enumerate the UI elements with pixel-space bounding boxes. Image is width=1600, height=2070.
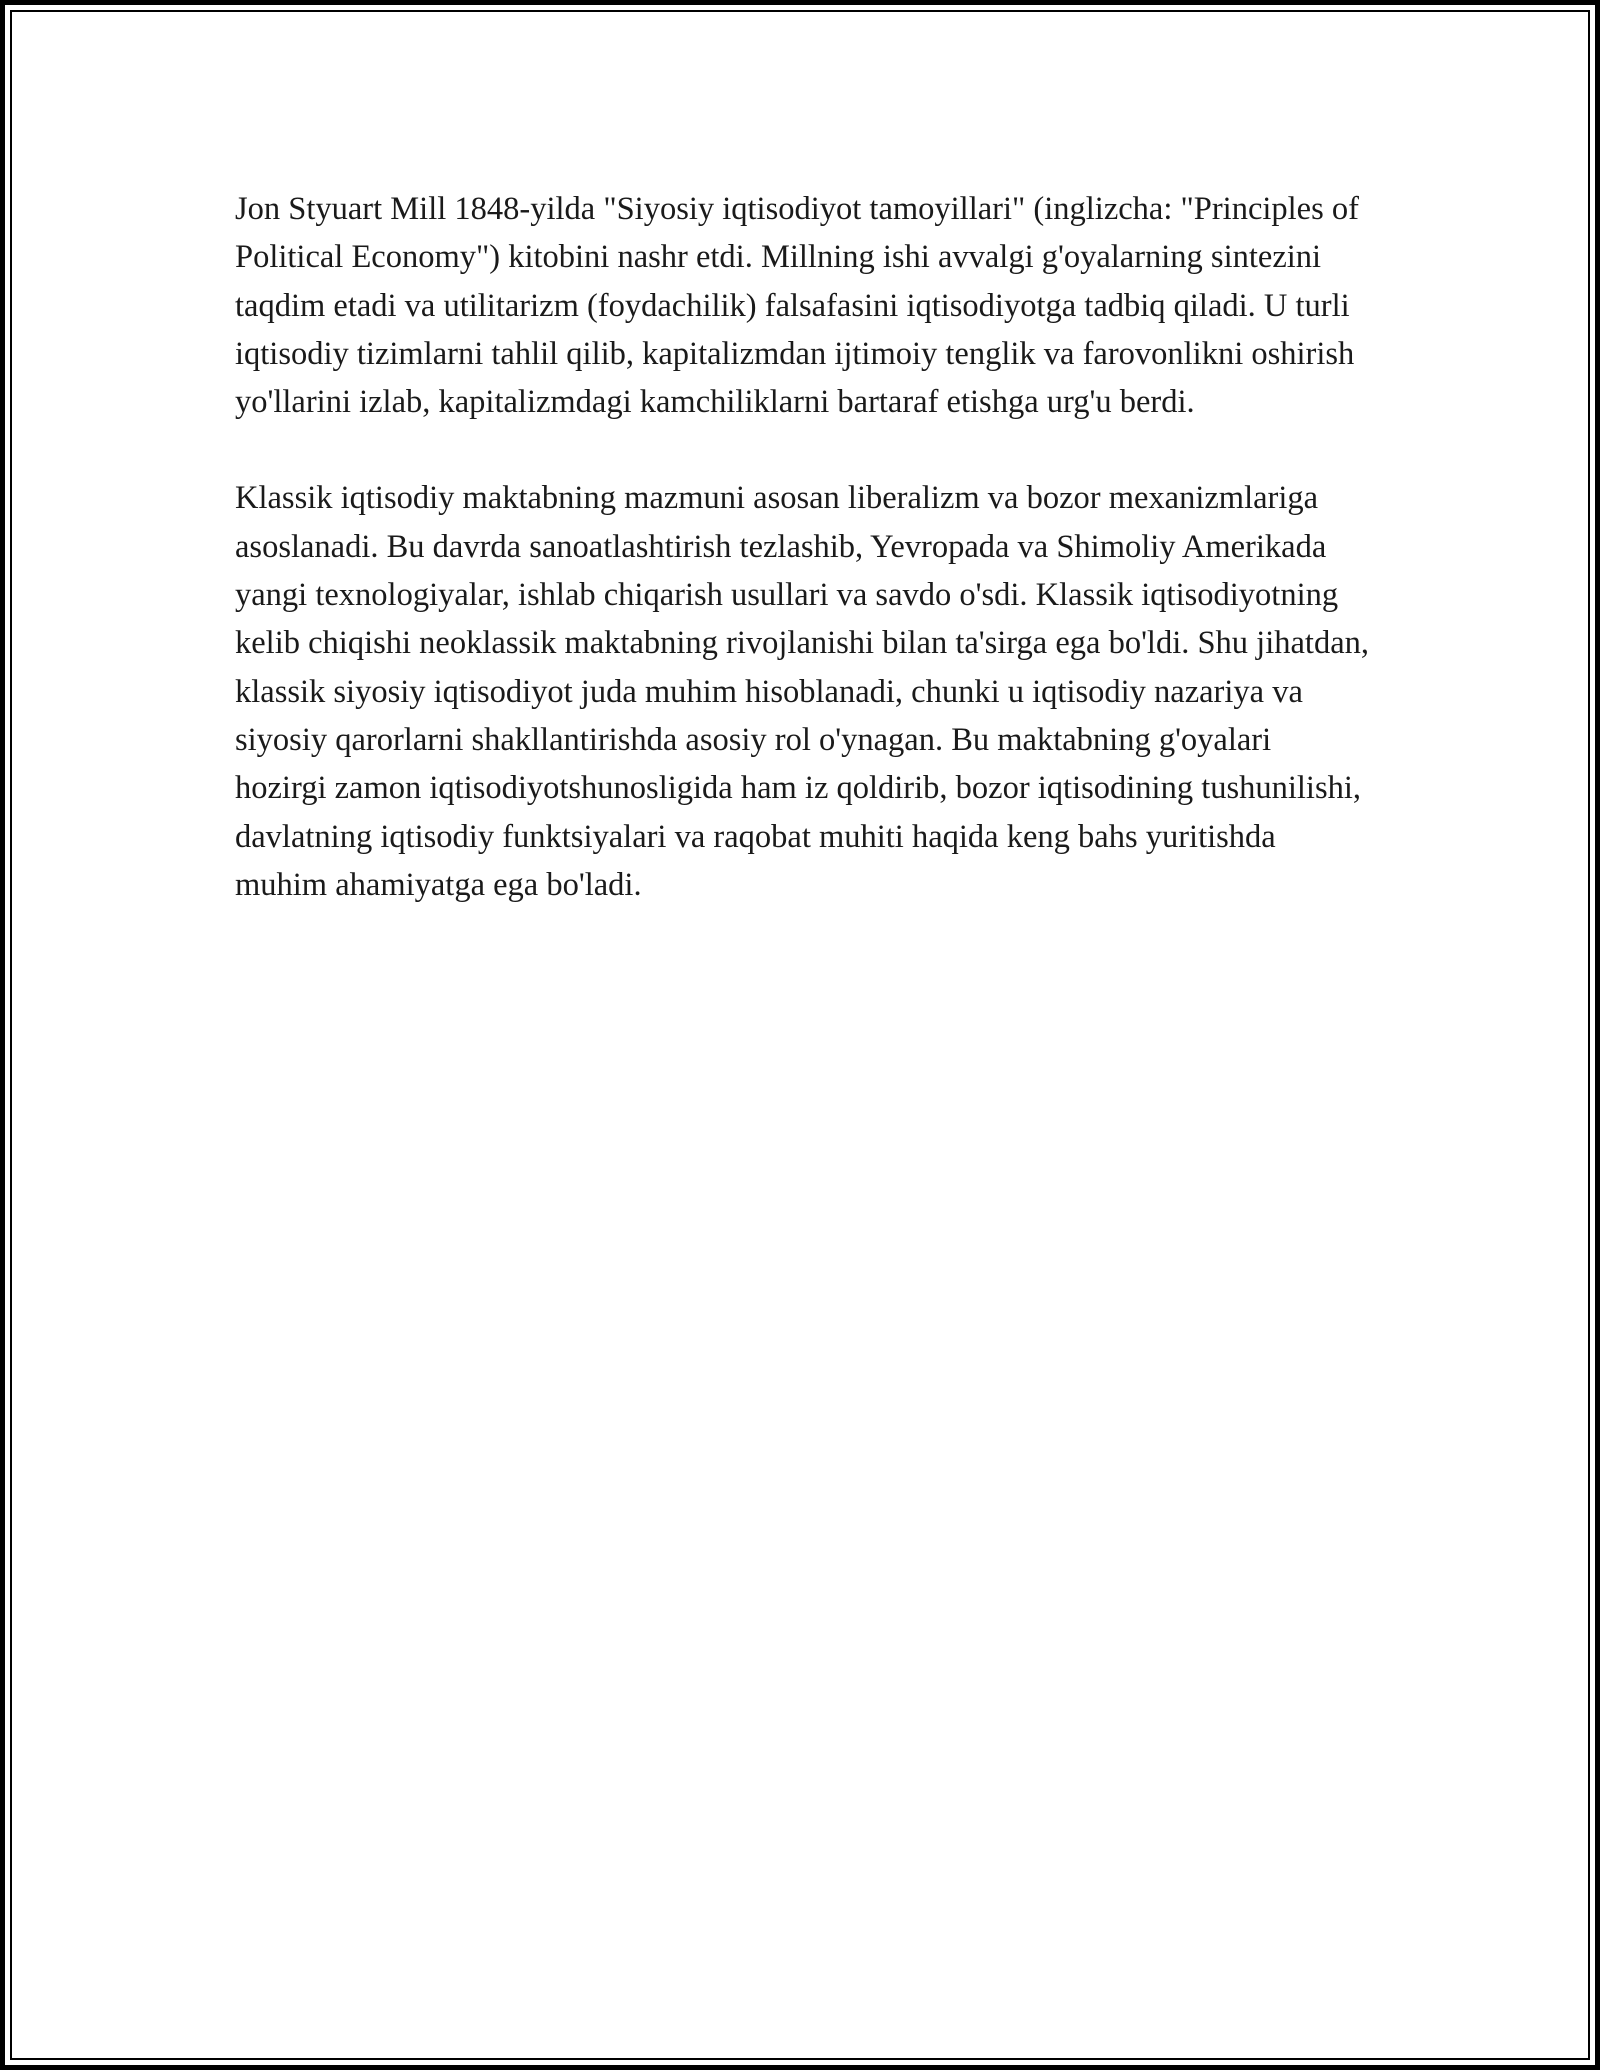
paragraph-classical-school: Klassik iqtisodiy maktabning mazmuni asosan liberalizm va bozor mexanizmlariga asoslanadi. Bu davrda sanoatlashtirish tezlashib, Yevropada va Shimoliy Amerikada yangi texnologiyalar, ishlab chiqarish usullari va savdo o'sdi. Klassik iqtisodiyotning kelib chiqishi neoklassik maktabning rivojlanishi bilan ta'sirga ega bo'ldi. Shu jihatdan, klassik siyosiy iqtisodiyot juda muhim hisoblanadi, chunki u iqtisodiy nazariya va siyosiy qarorlarni shakllantirishda asosiy rol o'ynagan. Bu maktabning g'oyalari hozirgi zamon iqtisodiyotshunosligida ham iz qoldirib, bozor iqtisodining tushunilishi, davlatning iqtisodiy funktsiyalari va raqobat muhiti haqida keng bahs yuritishda muhim ahamiyatga ega bo'ladi. xyxy=(235,480,1369,903)
document-body xyxy=(235,185,1370,957)
paragraph-mill-principles: Jon Styuart Mill 1848-yilda "Siyosiy iqtisodiyot tamoyillari" (inglizcha: "Principles of Political Economy") kitobini nashr etdi. Millning ishi avvalgi g'oyalarning sintezini taqdim etadi va utilitarizm (foydachilik) falsafasini iqtisodiyotga tadbiq qiladi. U turli iqtisodiy tizimlarni tahlil qilib, kapitalizmdan ijtimoiy tenglik va farovonlikni oshirish yo'llarini izlab, kapitalizmdagi kamchiliklarni bartaraf etishga urg'u berdi. xyxy=(235,191,1359,421)
